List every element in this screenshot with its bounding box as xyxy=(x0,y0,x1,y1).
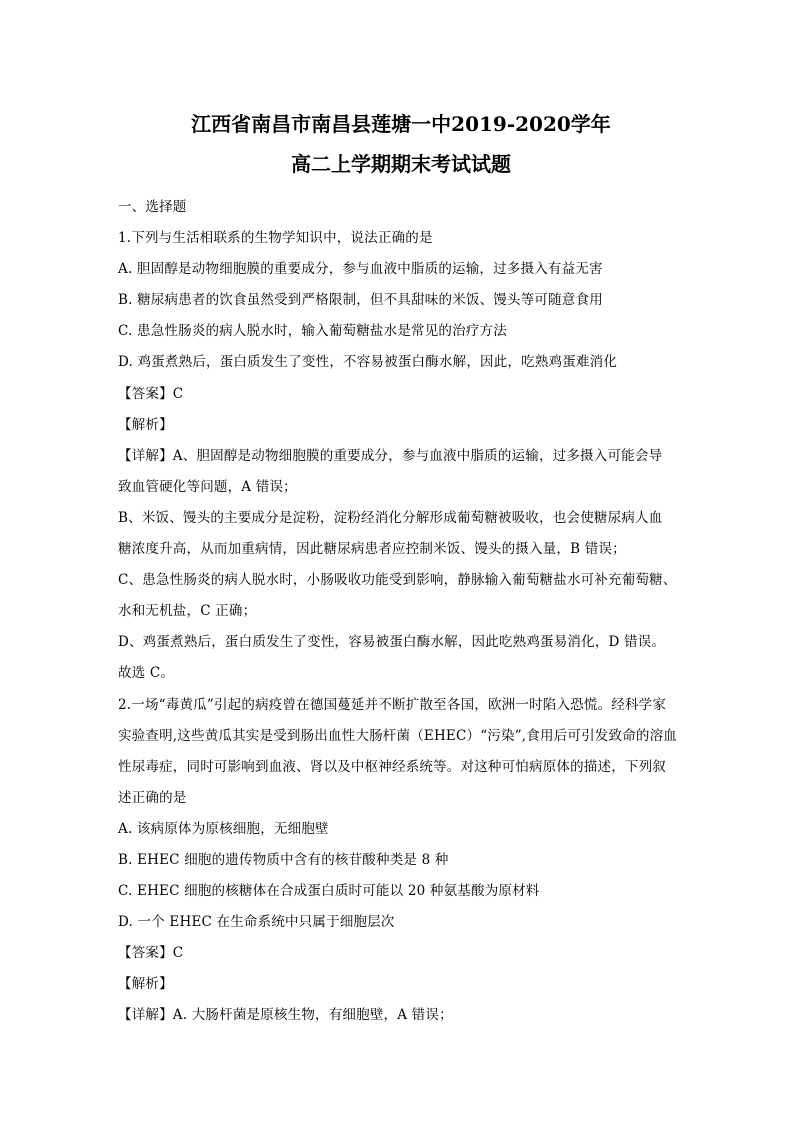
question-1-explanation-line: 糖浓度升高，从而加重病情，因此糖尿病患者应控制米饭、馒头的摄入量，B 错误； xyxy=(118,541,626,558)
document-body xyxy=(118,192,684,1032)
question-1-explanation-line: B、米饭、馒头的主要成分是淀粉，淀粉经消化分解形成葡萄糖被吸收，也会使糖尿病人血 xyxy=(118,509,663,526)
question-2-explanation-line: 【详解】A. 大肠杆菌是原核生物，有细胞壁，A 错误； xyxy=(118,1007,453,1024)
question-2-stem-line: 实验查明,这些黄瓜其实是受到肠出血性大肠杆菌（EHEC）“污染”,食用后可引发致命的溶血 xyxy=(118,727,677,744)
question-1-explanation-line: D、鸡蛋煮熟后，蛋白质发生了变性，容易被蛋白酶水解，因此吃熟鸡蛋易消化，D 错误。 xyxy=(118,634,666,651)
question-1-answer: 【答案】C xyxy=(118,385,184,402)
question-1-explanation-line: 【详解】A、胆固醇是动物细胞膜的重要成分，参与血液中脂质的运输，过多摄入可能会导 xyxy=(118,447,663,464)
question-2-stem-line: 2.一场“毒黄瓜”引起的病疫曾在德国蔓延并不断扩散至各国，欧洲一时陷入恐慌。经科学家 xyxy=(118,696,667,713)
document-title-line-1: 江西省南昌市南昌县莲塘一中2019-2020学年 xyxy=(191,112,611,136)
section-heading: 一、选择题 xyxy=(118,199,187,215)
document-title-line-2: 高二上学期期末考试试题 xyxy=(291,152,511,176)
question-1-option-c: C. 患急性肠炎的病人脱水时，输入葡萄糖盐水是常见的治疗方法 xyxy=(118,323,507,340)
question-2-option-d: D. 一个 EHEC 在生命系统中只属于细胞层次 xyxy=(118,914,395,931)
question-1-explanation-line: C、患急性肠炎的病人脱水时，小肠吸收功能受到影响，静脉输入葡萄糖盐水可补充葡萄糖、 xyxy=(118,572,677,589)
question-1-option-a: A. 胆固醇是动物细胞膜的重要成分，参与血液中脂质的运输，过多摄入有益无害 xyxy=(118,261,603,278)
question-2-option-b: B. EHEC 细胞的遗传物质中含有的核苷酸种类是 8 种 xyxy=(118,851,449,868)
question-1-analysis-label: 【解析】 xyxy=(118,416,173,433)
question-2-option-c: C. EHEC 细胞的核糖体在合成蛋白质时可能以 20 种氨基酸为原材料 xyxy=(118,883,540,900)
question-1-option-b: B. 糖尿病患者的饮食虽然受到严格限制，但不具甜味的米饭、馒头等可随意食用 xyxy=(118,292,603,309)
question-1-option-d: D. 鸡蛋煮熟后，蛋白质发生了变性，不容易被蛋白酶水解，因此，吃熟鸡蛋难消化 xyxy=(118,354,618,371)
question-2-stem-line: 性尿毒症，同时可影响到血液、肾以及中枢神经系统等。对这种可怕病原体的描述，下列叙 xyxy=(118,758,666,775)
question-1-conclusion: 故选 C。 xyxy=(118,665,175,682)
question-1-explanation-line: 致血管硬化等问题，A 错误； xyxy=(118,478,297,495)
question-2-option-a: A. 该病原体为原核细胞，无细胞壁 xyxy=(118,820,329,837)
question-2-analysis-label: 【解析】 xyxy=(118,976,173,993)
question-2-answer: 【答案】C xyxy=(118,945,184,962)
question-2-stem-line: 述正确的是 xyxy=(118,789,187,806)
question-1-stem: 1.下列与生活相联系的生物学知识中，说法正确的是 xyxy=(118,230,433,247)
question-1-explanation-line: 水和无机盐，C 正确； xyxy=(118,603,257,620)
